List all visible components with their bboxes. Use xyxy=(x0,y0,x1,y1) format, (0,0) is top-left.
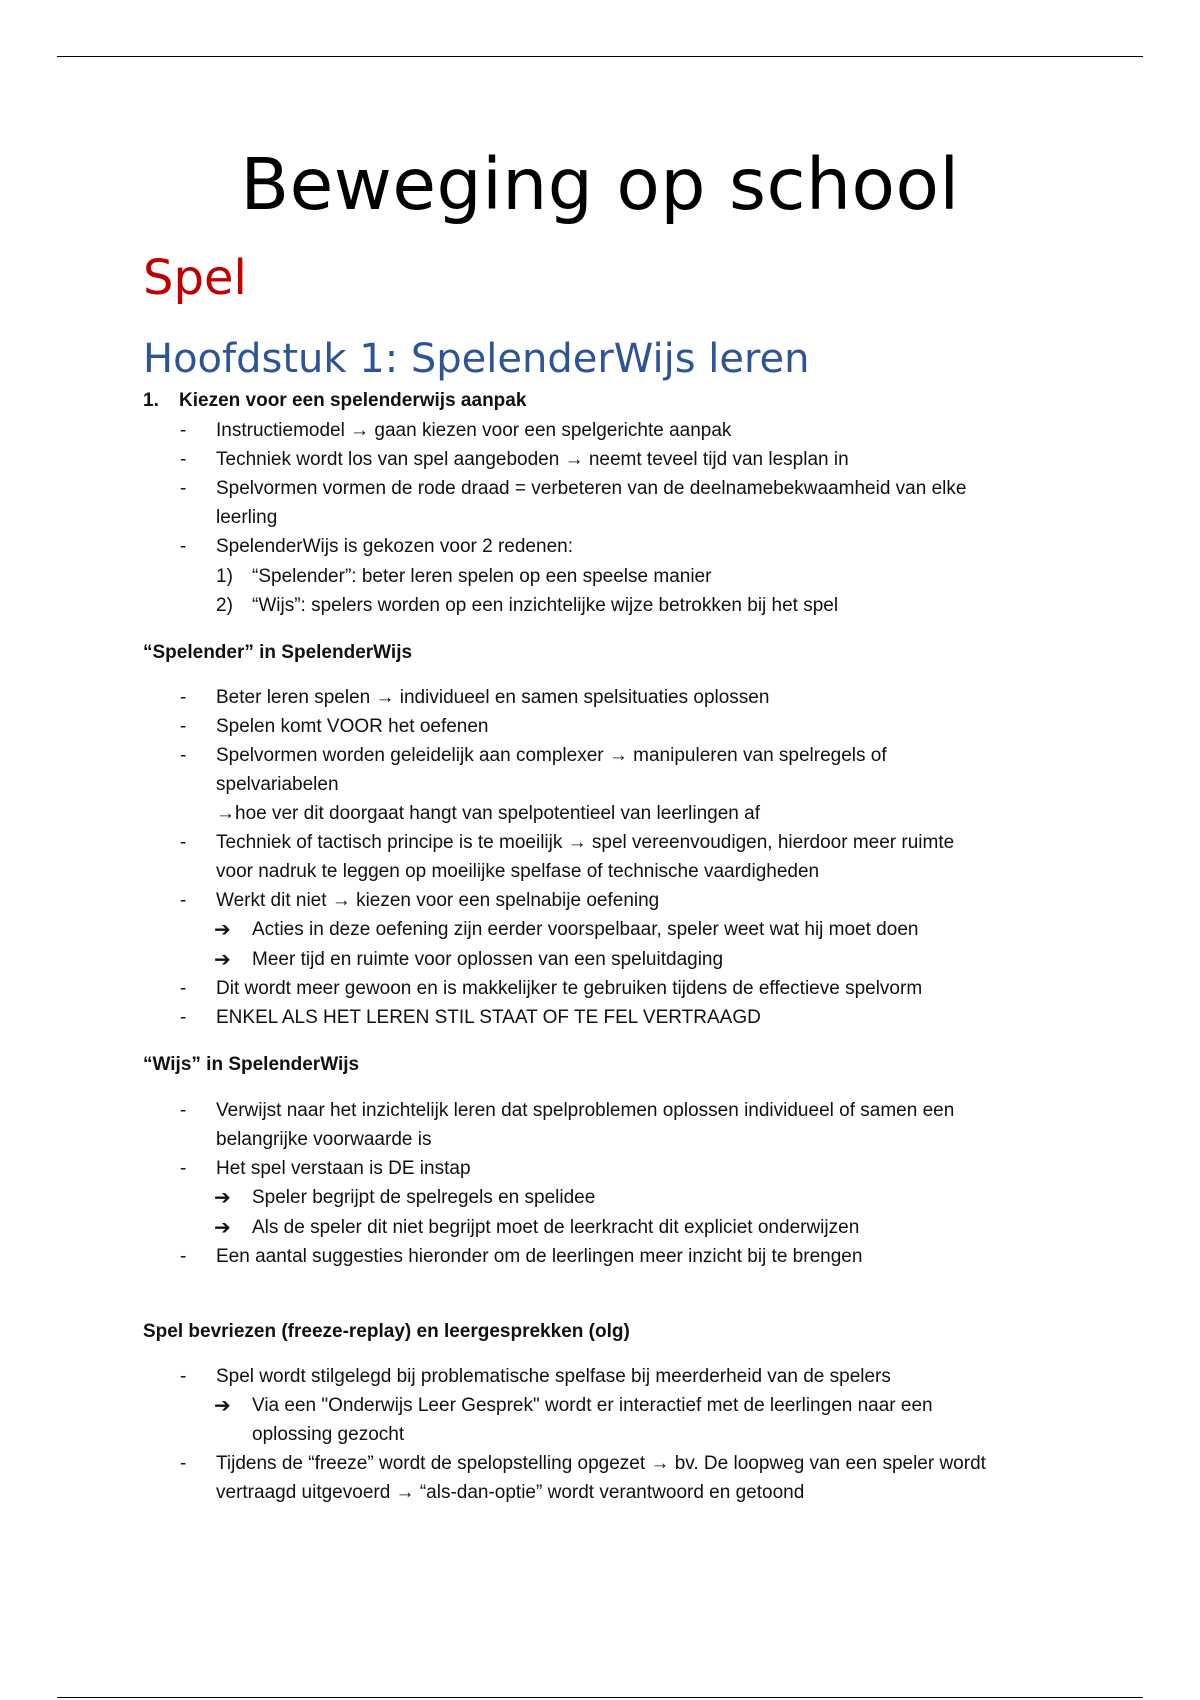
arrow-bullet-icon: ➔ xyxy=(214,1217,231,1239)
bullet-dash: - xyxy=(180,745,187,766)
list-item: Dit wordt meer gewoon en is makkelijker te gebruiken tijdens de effectieve spelvorm xyxy=(216,978,923,999)
arrow-bullet-icon: ➔ xyxy=(214,919,231,941)
list-item-continuation: leerling xyxy=(216,507,278,528)
bullet-dash: - xyxy=(180,1100,187,1121)
list-item: Werkt dit niet → kiezen voor een spelnabije oefening xyxy=(216,890,660,911)
subheading-freeze: Spel bevriezen (freeze-replay) en leergesprekken (olg) xyxy=(143,1321,630,1342)
sublist-item: Via een "Onderwijs Leer Gesprek" wordt er interactief met de leerlingen naar een xyxy=(252,1395,933,1416)
list-number: 1. xyxy=(143,390,159,411)
list-item: Spelen komt VOOR het oefenen xyxy=(216,716,489,737)
bullet-dash: - xyxy=(180,890,187,911)
list-item-continuation: vertraagd uitgevoerd → “als-dan-optie” wordt verantwoord en getoond xyxy=(216,1482,805,1503)
top-rule xyxy=(57,56,1143,57)
arrow-bullet-icon: ➔ xyxy=(214,1395,231,1417)
arrow-bullet-icon: ➔ xyxy=(214,949,231,971)
bullet-dash: - xyxy=(180,1453,187,1474)
subheading-spelender: “Spelender” in SpelenderWijs xyxy=(143,642,413,663)
bullet-dash: - xyxy=(180,536,187,557)
chapter-heading: Hoofdstuk 1: SpelenderWijs leren xyxy=(143,336,810,382)
sublist-item: “Spelender”: beter leren spelen op een speelse manier xyxy=(252,566,712,587)
list-item: Een aantal suggesties hieronder om de leerlingen meer inzicht bij te brengen xyxy=(216,1246,863,1267)
list-item: SpelenderWijs is gekozen voor 2 redenen: xyxy=(216,536,573,557)
list-item-continuation: voor nadruk te leggen op moeilijke spelfase of technische vaardigheden xyxy=(216,861,820,882)
list-item: Spelvormen vormen de rode draad = verbeteren van de deelnamebekwaamheid van elke xyxy=(216,478,967,499)
sublist-item: Acties in deze oefening zijn eerder voorspelbaar, speler weet wat hij moet doen xyxy=(252,919,919,940)
sublist-item-continuation: oplossing gezocht xyxy=(252,1424,405,1445)
bullet-dash: - xyxy=(180,978,187,999)
bullet-dash: - xyxy=(180,1158,187,1179)
list-item: Beter leren spelen → individueel en samen spelsituaties oplossen xyxy=(216,687,770,708)
bullet-dash: - xyxy=(180,420,187,441)
bullet-dash: - xyxy=(180,1246,187,1267)
section-heading: Spel xyxy=(143,250,247,306)
bullet-dash: - xyxy=(180,1366,187,1387)
bullet-dash: - xyxy=(180,449,187,470)
list-item: Spelvormen worden geleidelijk aan complexer → manipuleren van spelregels of xyxy=(216,745,887,766)
list-item: ENKEL ALS HET LEREN STIL STAAT OF TE FEL VERTRAAGD xyxy=(216,1007,761,1028)
list-item: Techniek of tactisch principe is te moeilijk → spel vereenvoudigen, hierdoor meer ruimte xyxy=(216,832,955,853)
subheading-wijs: “Wijs” in SpelenderWijs xyxy=(143,1054,360,1075)
sublist-item: Speler begrijpt de spelregels en spelidee xyxy=(252,1187,596,1208)
list-item: Techniek wordt los van spel aangeboden → neemt teveel tijd van lesplan in xyxy=(216,449,849,470)
sublist-item: Als de speler dit niet begrijpt moet de leerkracht dit expliciet onderwijzen xyxy=(252,1217,860,1238)
list-item-continuation: spelvariabelen xyxy=(216,774,339,795)
document-title: Beweging op school xyxy=(240,143,960,226)
sublist-item: Meer tijd en ruimte voor oplossen van een speluitdaging xyxy=(252,949,724,970)
list-item: Verwijst naar het inzichtelijk leren dat spelproblemen oplossen individueel of samen een xyxy=(216,1100,955,1121)
list-item: Instructiemodel → gaan kiezen voor een spelgerichte aanpak xyxy=(216,420,732,441)
bullet-dash: - xyxy=(180,832,187,853)
bottom-rule xyxy=(57,1697,1143,1698)
numbered-heading: Kiezen voor een spelenderwijs aanpak xyxy=(179,390,527,411)
bullet-dash: - xyxy=(180,1007,187,1028)
list-item: Spel wordt stilgelegd bij problematische spelfase bij meerderheid van de spelers xyxy=(216,1366,891,1387)
list-item-continuation: →hoe ver dit doorgaat hangt van spelpotentieel van leerlingen af xyxy=(216,803,760,824)
bullet-dash: - xyxy=(180,478,187,499)
sublist-item: “Wijs”: spelers worden op een inzichtelijke wijze betrokken bij het spel xyxy=(252,595,839,616)
list-item: Tijdens de “freeze” wordt de spelopstelling opgezet → bv. De loopweg van een speler wordt xyxy=(216,1453,986,1474)
sublist-number: 2) xyxy=(216,595,233,616)
bullet-dash: - xyxy=(180,716,187,737)
list-item-continuation: belangrijke voorwaarde is xyxy=(216,1129,432,1150)
list-item: Het spel verstaan is DE instap xyxy=(216,1158,471,1179)
bullet-dash: - xyxy=(180,687,187,708)
arrow-bullet-icon: ➔ xyxy=(214,1187,231,1209)
sublist-number: 1) xyxy=(216,566,233,587)
